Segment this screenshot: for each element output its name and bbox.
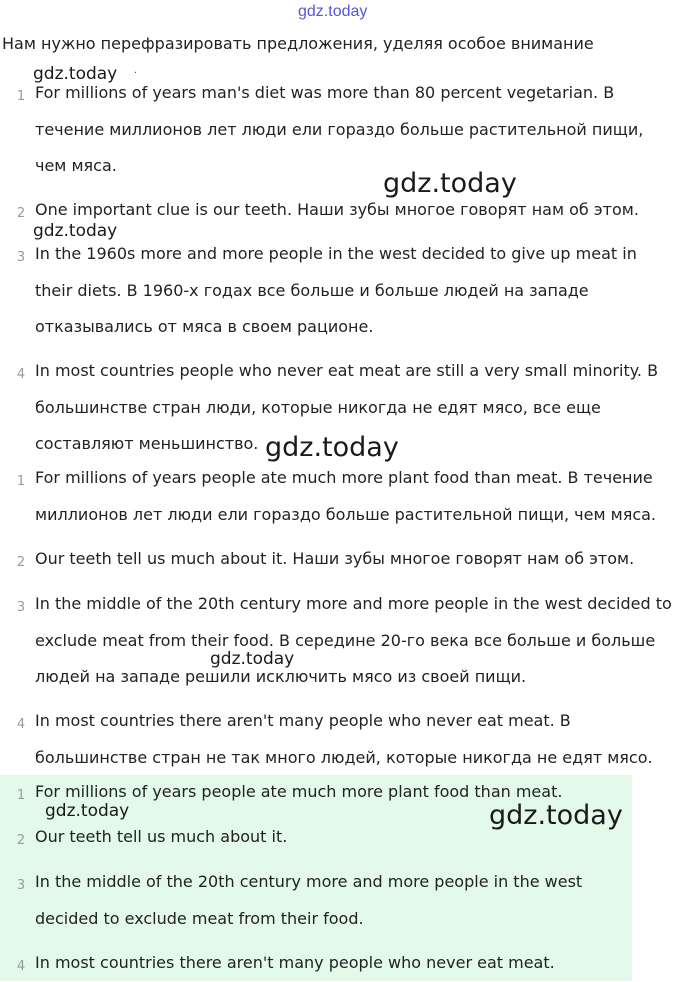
item-text: For millions of years man's diet was more than 80 percent vegetarian. В течение миллионов лет люди ели гораздо больше растительной пищи, чем мяса.: [35, 83, 644, 175]
item-number: 2: [16, 206, 26, 221]
item-number: 1: [16, 474, 26, 489]
item-text: In most countries there aren't many people who never eat meat. В большинстве стран не так много людей, которые никогда не едят мясо.: [35, 711, 653, 767]
watermark: gdz.today: [210, 649, 295, 669]
watermark: gdz.today: [489, 800, 623, 831]
item-text: In the 1960s more and more people in the west decided to give up meat in their diets. В 1960-х годах все больше и больше людей на западе отказывались от мяса в своем рационе.: [35, 244, 637, 336]
item-number: 1: [16, 788, 26, 803]
item-number: 3: [16, 250, 26, 265]
watermark: gdz.today: [33, 64, 118, 84]
watermark: gdz.today: [33, 221, 118, 241]
item-number: 4: [16, 717, 26, 732]
item-number: 1: [16, 89, 26, 104]
item-number: 2: [16, 555, 26, 570]
item-text: In most countries there aren't many people who never eat meat.: [35, 953, 555, 972]
item-text: For millions of years people ate much more plant food than meat.: [35, 782, 563, 801]
watermark: gdz.today: [265, 432, 399, 463]
watermark: gdz.today: [45, 801, 130, 821]
top-watermark: gdz.today: [298, 3, 368, 20]
item-text: In most countries people who never eat meat are still a very small minority. В большинстве стран люди, которые никогда не едят мясо, все еще составляют меньшинство.: [35, 361, 659, 453]
item-text: One important clue is our teeth. Наши зубы многое говорят нам об этом.: [35, 200, 639, 219]
watermark: gdz.today: [383, 168, 517, 199]
item-text: Our teeth tell us much about it.: [35, 827, 288, 846]
item-number: 4: [16, 367, 26, 382]
item-number: 2: [16, 833, 26, 848]
item-number: 3: [16, 878, 26, 893]
dot-mark: ·: [134, 68, 138, 79]
item-text: Our teeth tell us much about it. Наши зубы многое говорят нам об этом.: [35, 549, 635, 568]
item-number: 4: [16, 959, 26, 974]
item-text: In the middle of the 20th century more and more people in the west decided to exclude meat from their food.: [35, 872, 583, 928]
item-text: For millions of years people ate much more plant food than meat. В течение миллионов лет люди ели гораздо больше растительной пищи, чем мяса.: [35, 468, 656, 524]
intro-text: Нам нужно перефразировать предложения, уделяя особое внимание: [2, 34, 594, 53]
item-text: In the middle of the 20th century more and more people in the west decided to exclude meat from their food. В середине 20-го века все больше и больше людей на западе решили исключить мясо из своей пищи.: [35, 594, 672, 686]
item-number: 3: [16, 600, 26, 615]
